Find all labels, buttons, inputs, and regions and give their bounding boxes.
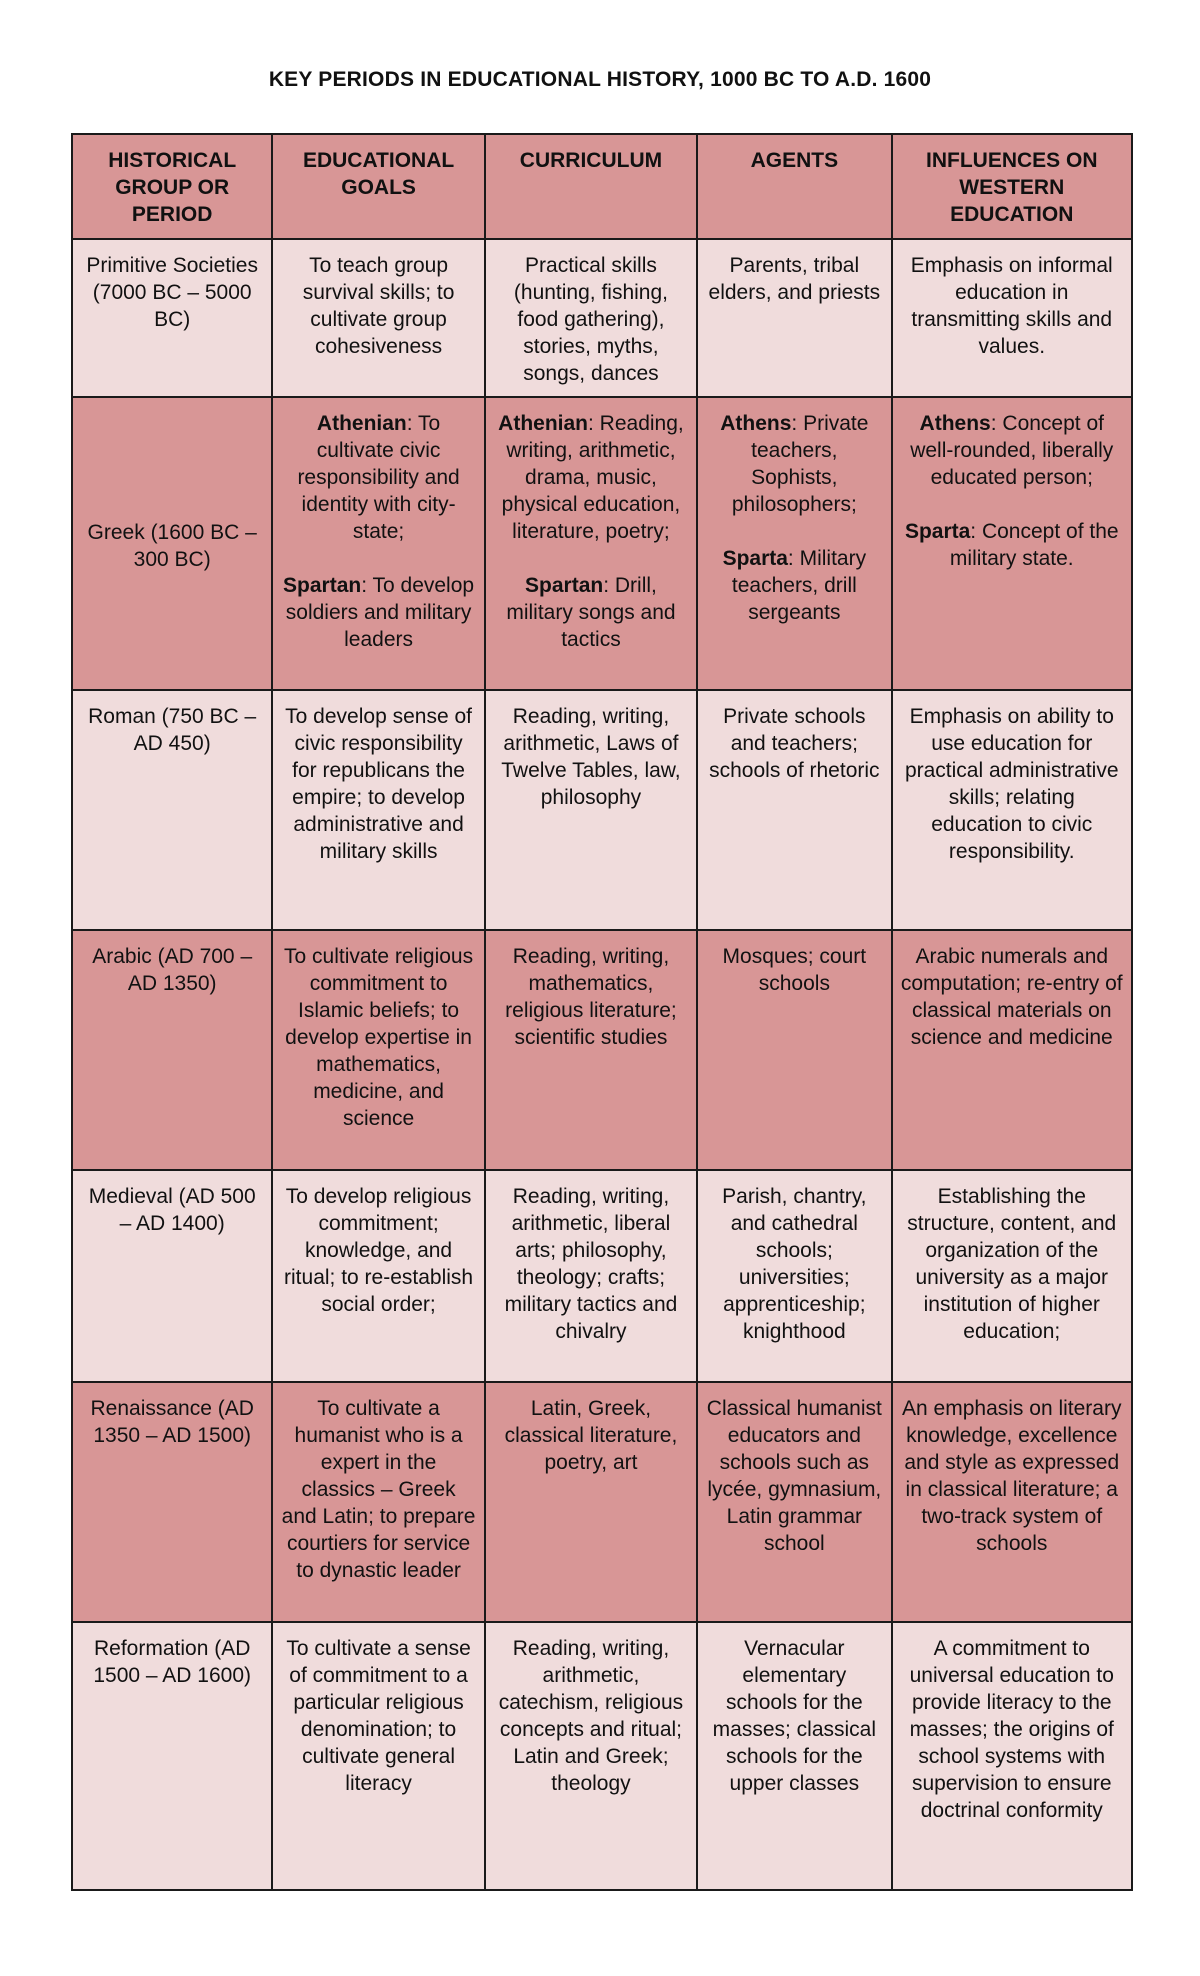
period-cell: Primitive Societies (7000 BC – 5000 BC) (72, 239, 272, 397)
influences-cell: Emphasis on ability to use education for practical administrative skills; relating education to civic responsibility. (892, 690, 1132, 930)
athens-agents: : Private teachers, Sophists, philosophers; (731, 412, 869, 516)
goals-cell: To cultivate religious commitment to Islamic beliefs; to develop expertise in mathematics, medicine, and science (272, 930, 484, 1170)
header-influences: INFLUENCES ON WESTERN EDUCATION (892, 134, 1132, 239)
agents-cell: Classical humanist educators and schools such as lycée, gymnasium, Latin grammar school (697, 1382, 891, 1622)
influences-cell: A commitment to universal education to provide literacy to the masses; the origins of school systems with supervision to ensure doctrinal conformity (892, 1622, 1132, 1890)
agents-cell: Vernacular elementary schools for the masses; classical schools for the upper classes (697, 1622, 891, 1890)
period-cell: Reformation (AD 1500 – AD 1600) (72, 1622, 272, 1890)
spartan-label: Spartan (525, 574, 604, 597)
athenian-label: Athenian (498, 412, 589, 435)
header-period: HISTORICAL GROUP OR PERIOD (72, 134, 272, 239)
period-cell: Arabic (AD 700 – AD 1350) (72, 930, 272, 1170)
curriculum-cell: Practical skills (hunting, fishing, food gathering), stories, myths, songs, dances (485, 239, 697, 397)
period-cell: Medieval (AD 500 – AD 1400) (72, 1170, 272, 1382)
spartan-label: Spartan (283, 574, 362, 597)
header-goals: EDUCATIONAL GOALS (272, 134, 484, 239)
athenian-curriculum: : Reading, writing, arithmetic, drama, music, physical education, literature, poetry; (501, 412, 684, 543)
athens-influences: : Concept of well-rounded, liberally educated person; (910, 412, 1114, 489)
period-cell (72, 397, 272, 690)
table-row (72, 1170, 1132, 1382)
agents-cell: Mosques; court schools (697, 930, 891, 1170)
sparta-agents: : Military teachers, drill sergeants (731, 547, 867, 624)
influences-cell (892, 397, 1132, 690)
period-cell: Roman (750 BC – AD 450) (72, 690, 272, 930)
spartan-goals: : To develop soldiers and military leaders (285, 574, 475, 651)
influences-cell: Emphasis on informal education in transmitting skills and values. (892, 239, 1132, 397)
athenian-goals: : To cultivate civic responsibility and identity with city-state; (297, 412, 460, 543)
curriculum-cell: Reading, writing, arithmetic, Laws of Twelve Tables, law, philosophy (485, 690, 697, 930)
table-row (72, 1382, 1132, 1622)
table-row (72, 239, 1132, 397)
athens-label: Athens (720, 412, 792, 435)
curriculum-cell: Reading, writing, mathematics, religious literature; scientific studies (485, 930, 697, 1170)
curriculum-cell: Reading, writing, arithmetic, liberal arts; philosophy, theology; crafts; military tactics and chivalry (485, 1170, 697, 1382)
sparta-influences: : Concept of the military state. (949, 520, 1119, 570)
curriculum-cell (485, 397, 697, 690)
goals-cell: To develop religious commitment; knowledge, and ritual; to re-establish social order; (272, 1170, 484, 1382)
goals-cell: To cultivate a sense of commitment to a particular religious denomination; to cultivate general literacy (272, 1622, 484, 1890)
curriculum-cell: Reading, writing, arithmetic, catechism, religious concepts and ritual; Latin and Greek; theology (485, 1622, 697, 1890)
influences-cell: Establishing the structure, content, and organization of the university as a major institution of higher education; (892, 1170, 1132, 1382)
agents-cell: Private schools and teachers; schools of rhetoric (697, 690, 891, 930)
agents-cell: Parish, chantry, and cathedral schools; universities; apprenticeship; knighthood (697, 1170, 891, 1382)
goals-cell: To develop sense of civic responsibility for republicans the empire; to develop administrative and military skills (272, 690, 484, 930)
goals-cell (272, 397, 484, 690)
goals-cell: To teach group survival skills; to cultivate group cohesiveness (272, 239, 484, 397)
athens-label: Athens (919, 412, 991, 435)
agents-cell (697, 397, 891, 690)
header-agents: AGENTS (697, 134, 891, 239)
spartan-curriculum: : Drill, military songs and tactics (506, 574, 676, 651)
table-row (72, 397, 1132, 690)
athenian-label: Athenian (316, 412, 407, 435)
document-title: KEY PERIODS IN EDUCATIONAL HISTORY, 1000 BC TO A.D. 1600 (268, 68, 932, 91)
table-row (72, 690, 1132, 930)
sparta-label: Sparta (904, 520, 971, 543)
header-row (72, 134, 1132, 239)
curriculum-cell: Latin, Greek, classical literature, poetry, art (485, 1382, 697, 1622)
agents-cell: Parents, tribal elders, and priests (697, 239, 891, 397)
influences-cell: An emphasis on literary knowledge, excellence and style as expressed in classical literature; a two-track system of schools (892, 1382, 1132, 1622)
table-row (72, 930, 1132, 1170)
influences-cell: Arabic numerals and computation; re-entry of classical materials on science and medicine (892, 930, 1132, 1170)
table-row (72, 1622, 1132, 1890)
education-history-table (71, 133, 1133, 1891)
period-cell: Renaissance (AD 1350 – AD 1500) (72, 1382, 272, 1622)
sparta-label: Sparta (722, 547, 788, 570)
header-curriculum: CURRICULUM (485, 134, 697, 239)
period-text: Greek (1600 BC – 300 BC) (87, 520, 257, 571)
goals-cell: To cultivate a humanist who is a expert in the classics – Greek and Latin; to prepare courtiers for service to dynastic leader (272, 1382, 484, 1622)
